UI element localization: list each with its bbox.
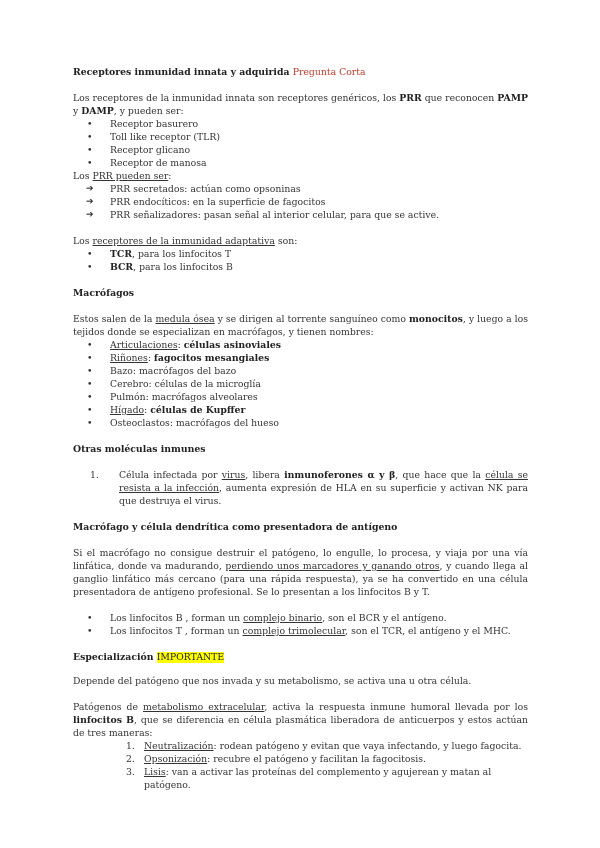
list-item bbox=[73, 378, 528, 391]
item-number: 2. bbox=[126, 754, 135, 765]
text: Osteoclastos: macrófagos del hueso bbox=[110, 418, 280, 429]
text: Estos salen de la bbox=[73, 314, 153, 325]
text: Patógenos de bbox=[73, 702, 138, 713]
term: inmunoferones α y β bbox=[284, 470, 396, 481]
list-item: ➔ PRR endocíticos: en la superficie de fagocitos bbox=[73, 196, 528, 209]
text: son: bbox=[277, 236, 298, 247]
importante-tag: IMPORTANTE bbox=[156, 652, 225, 663]
list-item bbox=[73, 417, 528, 430]
list-item bbox=[73, 261, 528, 274]
text: : van a activar las proteínas del complemento y agujerean y matan al patógeno. bbox=[144, 767, 492, 791]
list-item: • Receptor de manosa bbox=[73, 157, 528, 170]
text: Los bbox=[73, 171, 90, 182]
term: linfocitos B bbox=[73, 715, 135, 726]
term-prr: PRR bbox=[399, 93, 422, 104]
term-pamp: PAMP bbox=[497, 93, 528, 104]
text: : bbox=[177, 340, 184, 351]
list-item bbox=[73, 248, 528, 261]
list-item bbox=[73, 404, 528, 417]
macrofagos-list bbox=[73, 339, 528, 430]
text: : bbox=[168, 171, 172, 182]
underlined-text: PRR pueden ser bbox=[92, 171, 169, 182]
text: , aumenta expresión de HLA en su superficie y activan NK para que destruya el virus. bbox=[119, 483, 528, 507]
text: , activa la respuesta inmune humoral llevada por los bbox=[264, 702, 528, 713]
underlined-text: complejo binario bbox=[243, 613, 323, 624]
heading-text: Especialización bbox=[73, 652, 154, 663]
text: , libera bbox=[245, 470, 280, 481]
term: células asinoviales bbox=[183, 340, 282, 351]
underlined-text: perdiendo unos marcadores y ganando otros bbox=[225, 561, 440, 572]
list-item bbox=[73, 753, 528, 766]
list-item bbox=[73, 352, 528, 365]
list-item: • Toll like receptor (TLR) bbox=[73, 131, 528, 144]
paragraph-presentadora bbox=[73, 547, 528, 599]
text: : bbox=[147, 353, 154, 364]
term: BCR bbox=[110, 262, 134, 273]
text: , son el TCR, el antígeno y el MHC. bbox=[345, 626, 511, 637]
text: y se dirigen al torrente sanguíneo como bbox=[217, 314, 406, 325]
term: TCR bbox=[110, 249, 133, 260]
list-item bbox=[73, 766, 528, 792]
text: Los linfocitos T , forman un bbox=[110, 626, 240, 637]
text: y bbox=[73, 106, 79, 117]
list-item bbox=[73, 625, 528, 638]
text: que reconocen bbox=[424, 93, 495, 104]
term: fagocitos mesangiales bbox=[153, 353, 270, 364]
list-item bbox=[73, 469, 528, 508]
list-item: • Receptor basurero bbox=[73, 118, 528, 131]
text: Cerebro: células de la microglía bbox=[110, 379, 261, 390]
list-item: • Receptor glicano bbox=[73, 144, 528, 157]
otras-moleculas-list bbox=[73, 469, 528, 508]
term-monocitos: monocitos bbox=[408, 314, 463, 325]
list-item: ➔ PRR secretados: actúan como opsoninas bbox=[73, 183, 528, 196]
text: : rodean patógeno y evitan que vaya infectando, y luego fagocita. bbox=[213, 741, 522, 752]
list-item bbox=[73, 740, 528, 753]
list-item bbox=[73, 612, 528, 625]
underlined-text: Opsonización bbox=[144, 754, 208, 765]
text: , son el BCR y el antígeno. bbox=[322, 613, 447, 624]
heading-text: Receptores inmunidad innata y adquirida bbox=[73, 67, 290, 78]
underlined-text: metabolismo extracelular bbox=[143, 702, 265, 713]
section-heading-especializacion bbox=[73, 651, 528, 664]
prr-types-list bbox=[73, 183, 528, 222]
underlined-text: receptores de la inmunidad adaptativa bbox=[92, 236, 275, 247]
text: , y pueden ser: bbox=[113, 106, 184, 117]
item-number: 3. bbox=[126, 767, 135, 778]
underlined-text: complejo trimolecular bbox=[242, 626, 346, 637]
text: Célula infectada por bbox=[119, 470, 218, 481]
text: , y luego a los tejidos donde se especializan en macrófagos, y tienen nombres: bbox=[73, 314, 528, 338]
underlined-text: célula se resista a la infección bbox=[119, 470, 528, 494]
text: : bbox=[144, 405, 151, 416]
text: : recubre el patógeno y facilitan la fagocitosis. bbox=[207, 754, 426, 765]
text: , y cuando llega al ganglio linfático más cercano (para una rápida respuesta), ya se ha convertido en una célula presentadora de antígeno profesional. Se lo presentan a los linfocitos B y T. bbox=[73, 561, 528, 598]
paragraph-especializacion: Depende del patógeno que nos invada y su metabolismo, se activa una u otra célula. bbox=[73, 676, 472, 687]
text: , que se diferencia en célula plasmática liberadora de anticuerpos y estos actúan de tres maneras: bbox=[73, 715, 528, 739]
section-heading-receptores bbox=[73, 66, 528, 79]
paragraph-macrofagos bbox=[73, 313, 528, 339]
adaptive-receptors-list bbox=[73, 248, 528, 274]
linfocitos-list bbox=[73, 612, 528, 638]
text: Si el macrófago no consigue destruir el patógeno, lo engulle, lo procesa, y viaja por una vía linfática, donde va madurando, bbox=[73, 548, 528, 572]
underlined-text: medula ósea bbox=[155, 314, 215, 325]
term-damp: DAMP bbox=[81, 106, 114, 117]
underlined-text: Articulaciones bbox=[110, 340, 178, 351]
paragraph-extracelular bbox=[73, 701, 528, 740]
text: , para los linfocitos B bbox=[133, 262, 233, 273]
anticuerpos-actions-list bbox=[73, 740, 528, 792]
underlined-text: Lisis bbox=[144, 767, 166, 778]
underlined-text: Riñones bbox=[110, 353, 148, 364]
text: Los receptores de la inmunidad innata son receptores genéricos, los bbox=[73, 93, 397, 104]
section-heading-otras-moleculas: Otras moléculas inmunes bbox=[73, 444, 206, 455]
section-heading-macrofagos: Macrófagos bbox=[73, 288, 135, 299]
document-page bbox=[73, 66, 528, 792]
underlined-text: virus bbox=[221, 470, 246, 481]
paragraph-receptores-innata bbox=[73, 92, 528, 118]
text: , que hace que la bbox=[395, 470, 481, 481]
underlined-text: Hígado bbox=[110, 405, 145, 416]
list-item bbox=[73, 339, 528, 352]
section-heading-presentadora: Macrófago y célula dendrítica como presentadora de antígeno bbox=[73, 522, 398, 533]
item-number: 1. bbox=[90, 470, 99, 481]
text: Bazo: macrófagos del bazo bbox=[110, 366, 237, 377]
text: Los linfocitos B , forman un bbox=[110, 613, 241, 624]
prr-types-label bbox=[73, 170, 528, 183]
text: Los bbox=[73, 236, 90, 247]
underlined-text: Neutralización bbox=[144, 741, 214, 752]
receptor-list bbox=[73, 118, 528, 170]
pregunta-corta-tag: Pregunta Corta bbox=[292, 67, 366, 78]
list-item bbox=[73, 365, 528, 378]
term: células de Kupffer bbox=[150, 405, 246, 416]
text: Pulmón: macrófagos alveolares bbox=[110, 392, 258, 403]
list-item bbox=[73, 391, 528, 404]
item-number: 1. bbox=[126, 741, 135, 752]
list-item: ➔ PRR señalizadores: pasan señal al interior celular, para que se active. bbox=[73, 209, 528, 222]
adaptive-receptors-label bbox=[73, 235, 528, 248]
text: , para los linfocitos T bbox=[132, 249, 232, 260]
